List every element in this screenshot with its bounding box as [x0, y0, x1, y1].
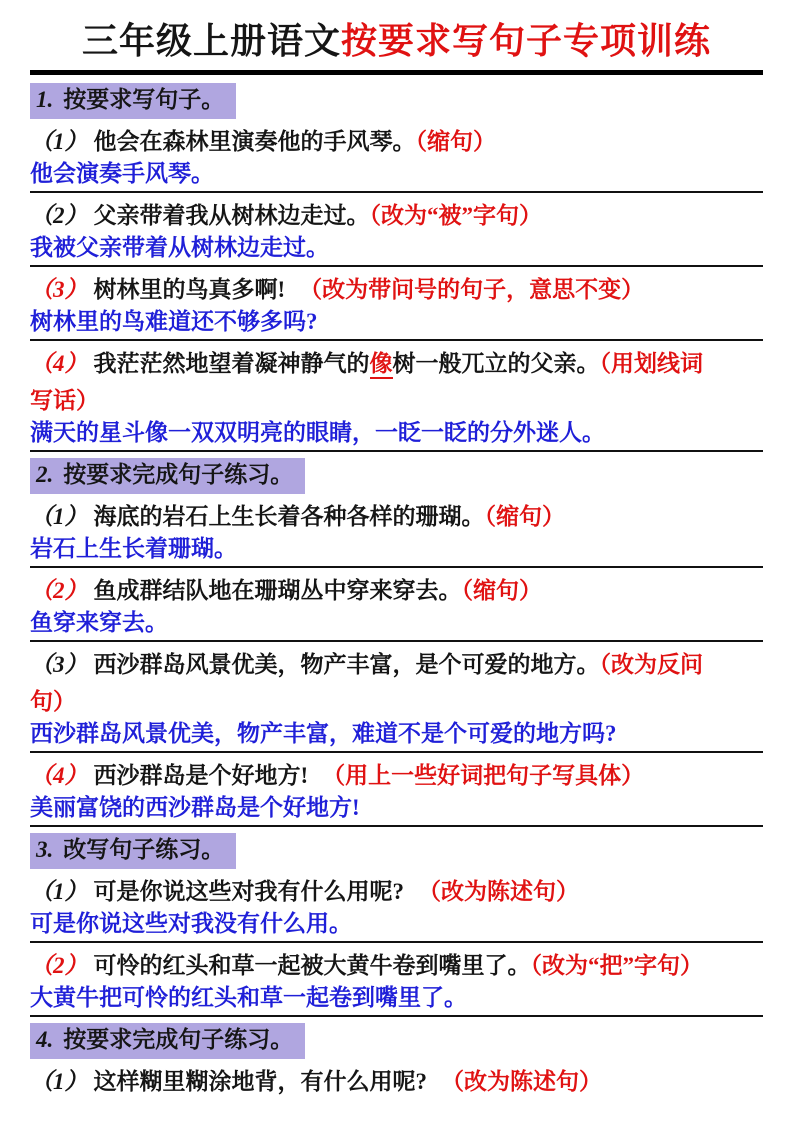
question-text: 可怜的红头和草一起被大黄牛卷到嘴里了。 — [93, 953, 531, 978]
instruction-text: （用划线词 — [599, 351, 703, 376]
question-number: （1） — [30, 129, 88, 154]
question-text: 可是你说这些对我有什么用呢? — [93, 879, 404, 904]
section-4-title: 按要求完成句子练习。 — [63, 1027, 294, 1052]
instruction-text: （改为陈述句） — [441, 1069, 602, 1094]
question-line — [30, 498, 763, 535]
answer-line: 美丽富饶的西沙群岛是个好地方! — [30, 794, 763, 827]
question-number: （2） — [30, 578, 88, 603]
instruction-text: （缩句） — [484, 504, 565, 529]
title-grade-part: 三年级上册语文 — [81, 21, 341, 61]
section-1 — [30, 83, 763, 119]
question-line — [30, 197, 763, 234]
question-number: （4） — [30, 351, 88, 376]
question-text: 我茫茫然地望着凝神静气的 — [93, 351, 370, 376]
question-text: 树林里的鸟真多啊! — [93, 277, 286, 302]
section-4-number: 4. — [36, 1027, 54, 1052]
question-text: 西沙群岛是个好地方! — [93, 763, 309, 788]
instruction-text: （改为“把”字句） — [530, 953, 703, 978]
question-text: 西沙群岛风景优美，物产丰富，是个可爱的地方。 — [93, 652, 600, 677]
question-number: （4） — [30, 763, 88, 788]
instruction-text: （改为陈述句） — [418, 879, 579, 904]
question-line — [30, 271, 763, 308]
section-2-title: 按要求完成句子练习。 — [63, 462, 294, 487]
page-title — [30, 18, 763, 64]
section-4 — [30, 1023, 763, 1059]
section-2-number: 2. — [36, 462, 54, 487]
question-line — [30, 947, 763, 984]
question-text: 父亲带着我从树林边走过。 — [93, 203, 370, 228]
marked-word: 像 — [370, 351, 393, 379]
section-3-number: 3. — [36, 837, 54, 862]
title-topic-part: 按要求写句子专项训练 — [341, 21, 712, 61]
answer-line: 可是你说这些对我没有什么用。 — [30, 910, 763, 943]
section-3 — [30, 833, 763, 869]
question-text: 海底的岩石上生长着各种各样的珊瑚。 — [93, 504, 485, 529]
section-1-heading — [30, 83, 236, 119]
question-line — [30, 345, 763, 419]
section-1-title: 按要求写句子。 — [63, 87, 225, 112]
question-number: （1） — [30, 1069, 88, 1094]
answer-line: 大黄牛把可怜的红头和草一起卷到嘴里了。 — [30, 984, 763, 1017]
title-divider — [30, 70, 763, 75]
answer-line: 他会演奏手风琴。 — [30, 160, 763, 193]
instruction-text: （用上一些好词把句子写具体） — [322, 763, 645, 788]
question-number: （2） — [30, 203, 88, 228]
instruction-text: （改为反问 — [599, 652, 703, 677]
question-number: （1） — [30, 879, 88, 904]
instruction-text-wrap: 写话） — [30, 388, 99, 413]
section-2 — [30, 458, 763, 494]
answer-line: 满天的星斗像一双双明亮的眼睛，一眨一眨的分外迷人。 — [30, 419, 763, 452]
question-line — [30, 572, 763, 609]
question-line — [30, 1063, 763, 1100]
instruction-text: （缩句） — [461, 578, 542, 603]
question-text: 树一般兀立的父亲。 — [392, 351, 600, 376]
question-text: 鱼成群结队地在珊瑚丛中穿来穿去。 — [93, 578, 462, 603]
section-3-title: 改写句子练习。 — [63, 837, 225, 862]
instruction-text: （缩句） — [415, 129, 496, 154]
answer-line: 岩石上生长着珊瑚。 — [30, 535, 763, 568]
section-4-heading — [30, 1023, 305, 1059]
question-number: （3） — [30, 277, 88, 302]
question-text: 这样糊里糊涂地背，有什么用呢? — [93, 1069, 427, 1094]
question-line — [30, 873, 763, 910]
section-2-heading — [30, 458, 305, 494]
instruction-text: （改为带问号的句子，意思不变） — [299, 277, 645, 302]
section-1-number: 1. — [36, 87, 54, 112]
question-number: （2） — [30, 953, 88, 978]
instruction-text: （改为“被”字句） — [369, 203, 542, 228]
answer-line: 树林里的鸟难道还不够多吗? — [30, 308, 763, 341]
question-number: （1） — [30, 504, 88, 529]
section-3-heading — [30, 833, 236, 869]
instruction-text-wrap: 句） — [30, 689, 76, 714]
question-number: （3） — [30, 652, 88, 677]
question-line — [30, 646, 763, 720]
answer-line: 西沙群岛风景优美，物产丰富，难道不是个可爱的地方吗? — [30, 720, 763, 753]
answer-line: 我被父亲带着从树林边走过。 — [30, 234, 763, 267]
question-line — [30, 757, 763, 794]
answer-line: 鱼穿来穿去。 — [30, 609, 763, 642]
question-line — [30, 123, 763, 160]
question-text: 他会在森林里演奏他的手风琴。 — [93, 129, 416, 154]
